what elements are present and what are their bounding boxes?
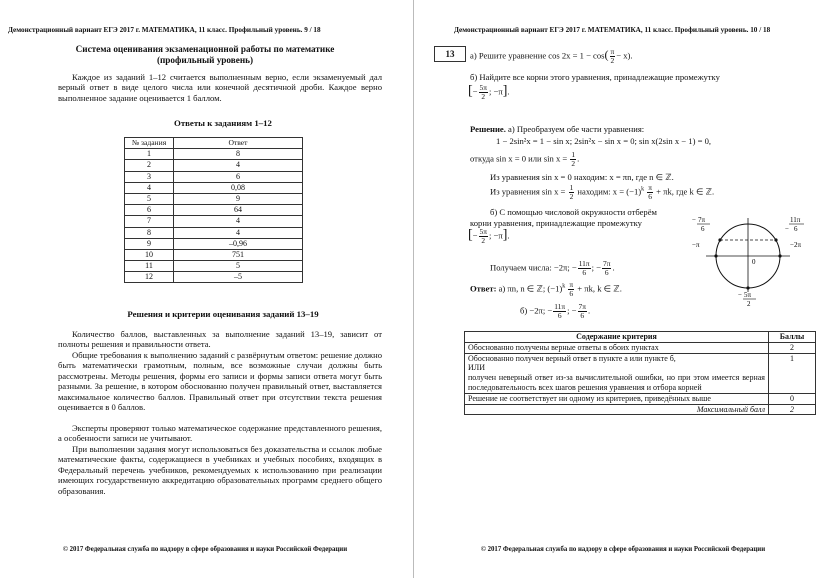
max-score-label: Максимальный балл bbox=[465, 404, 769, 415]
part-b-solution-2: корни уравнения, принадлежащие промежутку bbox=[470, 218, 642, 228]
point-5pi-2 bbox=[746, 286, 749, 289]
task-number-badge: 13 bbox=[434, 46, 466, 62]
solution-intro-text: а) Преобразуем обе части уравнения: bbox=[508, 124, 645, 134]
answer-task-number: 4 bbox=[125, 182, 174, 193]
intro-paragraph: Каждое из заданий 1–12 считается выполненным верно, если экзаменуемый дал верный ответ в виде целого числа или конечной десятичной дроби. Каждое верно выполненное задание оценивается 1 баллом. bbox=[58, 72, 382, 103]
table-row bbox=[125, 216, 303, 227]
criteria-heading: Решения и критерии оценивания заданий 13–19 bbox=[127, 309, 319, 319]
part-b-statement bbox=[470, 72, 810, 82]
answers-heading: Ответы к заданиям 1–12 bbox=[174, 118, 272, 128]
answer-label: Ответ: bbox=[470, 283, 497, 294]
title-line-1: Система оценивания экзаменационной работы по математике bbox=[75, 44, 335, 54]
table-row bbox=[125, 193, 303, 204]
point-minus-pi bbox=[714, 254, 717, 257]
paragraph-2: Общие требования к выполнению заданий с развёрнутым ответом: решение должно быть математически грамотным, полным, все возможные случаи должны быть рассмотрены. Методы решения, формы его записи и формы записи ответа могут быть разными. За решение, в котором обоснованно получен правильный ответ, выставляется максимальное количество баллов. Правильный ответ при отсутствии текста решения оценивается в 0 баллов. bbox=[58, 350, 382, 413]
criteria-text-3: получен неверный ответ из-за вычислительной ошибки, но при этом имеется верная последовательность всех шагов решения уравнения и отбора корней bbox=[468, 373, 765, 392]
answer-value: 751 bbox=[174, 249, 303, 260]
from2-b: находим: x = (−1) bbox=[577, 186, 642, 197]
answer-value: 5 bbox=[174, 261, 303, 272]
answer-value: 6 bbox=[174, 171, 303, 182]
part-b-interval: [− $\frac{5\pi}{2}$ ; −π]. bbox=[468, 83, 510, 101]
part-a-text: а) Решите уравнение cos 2x = 1 − cos bbox=[470, 50, 605, 61]
answers-table bbox=[124, 137, 303, 283]
label-b-minus: − bbox=[738, 291, 742, 299]
answer-a-tail: + πk, k ∈ ℤ. bbox=[577, 283, 622, 294]
criteria-col-content: Содержание критерия bbox=[465, 332, 769, 343]
answer-task-number: 2 bbox=[125, 160, 174, 171]
answer-value: 4 bbox=[174, 160, 303, 171]
page-title bbox=[6, 44, 404, 66]
criteria-text-1: Обоснованно получен верный ответ в пункте а или пункте б, bbox=[468, 353, 676, 363]
label-tl-den: 6 bbox=[701, 225, 705, 233]
answers-col-answer: Ответ bbox=[174, 138, 303, 149]
answer-value: 4 bbox=[174, 227, 303, 238]
paragraph-4: При выполнении задания могут использоваться без доказательства и ссылок любые математические факты, содержащиеся в учебниках и учебных пособиях, входящих в Федеральный перечень учебников, рекомендуемых к использованию при реализации имеющих государственную аккредитацию образовательных программ среднего общего образования. bbox=[58, 444, 382, 496]
answer-line-b: б) −2π; − $\frac{11\pi}{6}$ ; − $\frac{7\pi}{6}$ . bbox=[520, 302, 591, 320]
criteria-text-2: ИЛИ bbox=[468, 363, 485, 373]
answer-task-number: 9 bbox=[125, 238, 174, 249]
point-minus-2pi bbox=[778, 254, 781, 257]
table-row bbox=[125, 272, 303, 283]
max-score-value: 2 bbox=[769, 404, 816, 415]
answer-value: 64 bbox=[174, 205, 303, 216]
part-a-statement: а) Решите уравнение cos 2x = 1 − cos( $\frac{\pi}{2}$ − x). bbox=[470, 47, 633, 65]
point-11pi-6 bbox=[774, 238, 777, 241]
point-7pi-6 bbox=[718, 238, 721, 241]
left-page bbox=[6, 0, 404, 578]
page-header: Демонстрационный вариант ЕГЭ 2017 г. МАТЕМАТИКА, 11 класс. Профильный уровень. 10 / 18 bbox=[454, 26, 771, 34]
part-b-solution-1: б) С помощью числовой окружности отберём bbox=[490, 207, 657, 217]
answer-value: 8 bbox=[174, 149, 303, 160]
label-b-num: 5π bbox=[744, 291, 752, 299]
part-b-interval-2: [− $\frac{5\pi}{2}$ ; −π]. bbox=[468, 227, 510, 245]
from2-a: Из уравнения sin x = bbox=[490, 186, 566, 197]
equation-chain: 1 − 2sin²x = 1 − sin x; 2sin²x − sin x = 0; sin x(2sin x − 1) = 0, bbox=[496, 136, 712, 146]
label-tr-den: 6 bbox=[794, 225, 798, 233]
answer-value: –5 bbox=[174, 272, 303, 283]
answer-value: –0,96 bbox=[174, 238, 303, 249]
answer-a: а) πn, n ∈ ℤ; (−1) bbox=[498, 283, 563, 294]
solution-label: Решение. bbox=[470, 124, 506, 134]
answer-task-number: 10 bbox=[125, 249, 174, 260]
criteria-text bbox=[465, 353, 769, 393]
answer-line-a: Ответ: а) πn, n ∈ ℤ; $(-1)^k$ $\frac{\pi}{6}$ + πk, k ∈ ℤ. bbox=[470, 280, 622, 298]
page-footer: © 2017 Федеральная служба по надзору в сфере образования и науки Российской Федерации bbox=[62, 546, 348, 553]
table-row bbox=[125, 171, 303, 182]
part-b-text: б) Найдите все корни этого уравнения, принадлежащие промежутку bbox=[470, 72, 720, 82]
page-header: Демонстрационный вариант ЕГЭ 2017 г. МАТЕМАТИКА, 11 класс. Профильный уровень. 9 / 18 bbox=[8, 26, 321, 34]
got-numbers-text: Получаем числа: −2π; bbox=[490, 262, 570, 273]
label-tl-num: 7π bbox=[698, 216, 706, 224]
answer-value: 9 bbox=[174, 193, 303, 204]
solution-intro bbox=[470, 124, 644, 134]
table-row bbox=[125, 227, 303, 238]
table-row bbox=[125, 149, 303, 160]
label-zero: 0 bbox=[752, 258, 756, 266]
got-numbers: Получаем числа: −2π; − $\frac{11\pi}{6}$ ; − $\frac{7\pi}{6}$ . bbox=[490, 259, 615, 277]
answer-b: б) −2π; bbox=[520, 305, 546, 316]
page-divider bbox=[413, 0, 414, 578]
from2-c: + πk, где k ∈ ℤ. bbox=[656, 186, 715, 197]
label-b-den: 2 bbox=[747, 300, 751, 308]
part-a-tail: − x). bbox=[616, 50, 633, 61]
criteria-table bbox=[464, 331, 816, 415]
criteria-points: 2 bbox=[769, 342, 816, 353]
table-row bbox=[125, 261, 303, 272]
frac-pi-2: $\frac{\pi}{2}$ bbox=[610, 47, 615, 65]
table-row bbox=[465, 393, 816, 404]
answer-task-number: 1 bbox=[125, 149, 174, 160]
criteria-points: 1 bbox=[769, 353, 816, 393]
answer-task-number: 8 bbox=[125, 227, 174, 238]
answer-task-number: 7 bbox=[125, 216, 174, 227]
paragraph-3: Эксперты проверяют только математическое содержание представленного решения, а особенности записи не учитывают. bbox=[58, 423, 382, 444]
answer-task-number: 11 bbox=[125, 261, 174, 272]
label-minus-2pi: −2π bbox=[790, 241, 801, 249]
title-line-2: (профильный уровень) bbox=[156, 55, 254, 65]
answer-task-number: 12 bbox=[125, 272, 174, 283]
table-row bbox=[465, 353, 816, 393]
unit-circle-diagram bbox=[686, 208, 816, 308]
criteria-col-points: Баллы bbox=[769, 332, 816, 343]
answer-task-number: 3 bbox=[125, 171, 174, 182]
answer-task-number: 5 bbox=[125, 193, 174, 204]
from-sin-half: Из уравнения sin x = $\frac{1}{2}$ находим: $x = (-1)^k$ $\frac{\pi}{6}$ + πk, где k ∈ ℤ. bbox=[490, 183, 715, 201]
table-row bbox=[125, 160, 303, 171]
criteria-text: Обоснованно получены верные ответы в обоих пунктах bbox=[465, 342, 769, 353]
answers-col-num: № задания bbox=[125, 138, 174, 149]
criteria-points: 0 bbox=[769, 393, 816, 404]
label-tr-num: 11π bbox=[790, 216, 801, 224]
answer-value: 0,08 bbox=[174, 182, 303, 193]
table-row bbox=[465, 404, 816, 415]
page-footer: © 2017 Федеральная служба по надзору в сфере образования и науки Российской Федерации bbox=[480, 546, 766, 553]
from-sin-zero: Из уравнения sin x = 0 находим: x = πn, где n ∈ ℤ. bbox=[490, 172, 674, 182]
table-row bbox=[125, 238, 303, 249]
table-row bbox=[125, 205, 303, 216]
answer-value: 4 bbox=[174, 216, 303, 227]
right-page bbox=[424, 0, 822, 578]
table-row bbox=[125, 249, 303, 260]
table-row bbox=[465, 342, 816, 353]
whence-line: откуда sin x = 0 или sin x = $\frac{1}{2}$ . bbox=[470, 150, 580, 168]
criteria-text: Решение не соответствует ни одному из критериев, приведённых выше bbox=[465, 393, 769, 404]
label-minus-pi: −π bbox=[692, 241, 700, 249]
whence-text: откуда sin x = 0 или sin x = bbox=[470, 153, 568, 164]
label-tr-minus: − bbox=[785, 225, 789, 233]
paragraph-1: Количество баллов, выставленных за выполнение заданий 13–19, зависит от полноты решения и правильности ответа. bbox=[58, 329, 382, 350]
label-tl: − bbox=[692, 216, 696, 224]
answer-task-number: 6 bbox=[125, 205, 174, 216]
table-row bbox=[125, 182, 303, 193]
